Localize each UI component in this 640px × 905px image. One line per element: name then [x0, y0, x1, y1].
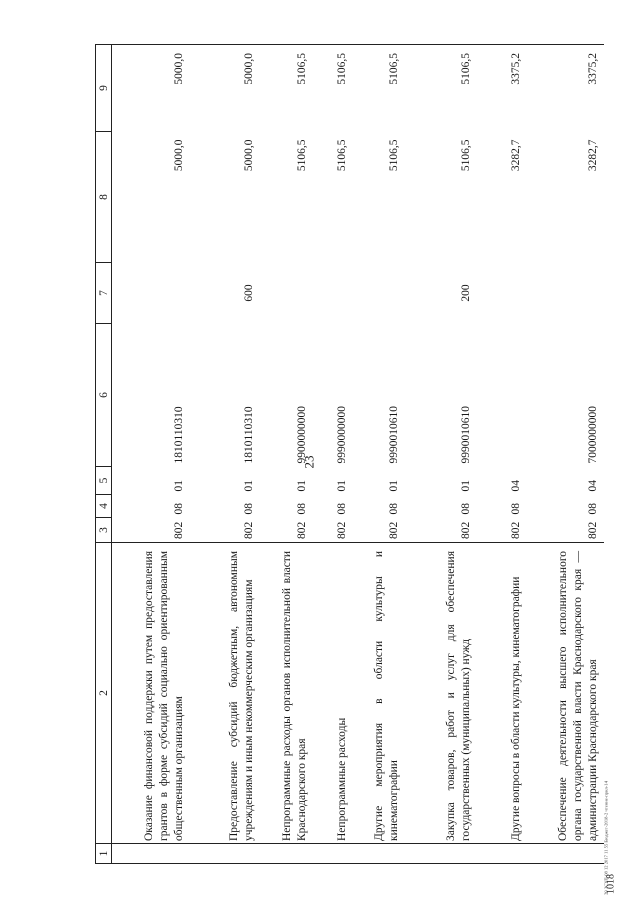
header-col-8: 8	[96, 132, 112, 263]
row-description: Предоставление субсидий бюджетным, автономным учреждениям и иным некоммерческим организациям	[190, 543, 260, 844]
table-row	[353, 45, 405, 864]
cell-col-3: 802	[509, 521, 522, 539]
cell-col-7: 200	[459, 284, 472, 302]
cell-col-8: 5106,5	[335, 139, 348, 172]
cell-col-4: 08	[387, 503, 400, 515]
page-number: 23	[301, 455, 317, 469]
table-row	[405, 45, 477, 864]
header-col-7: 7	[96, 263, 112, 324]
cell-col-9: 5000,0	[190, 45, 260, 132]
cell-col-6: 7000000000	[586, 406, 599, 464]
budget-table	[95, 44, 604, 864]
cell-col-7	[112, 263, 190, 324]
cell-col-9: 5106,5	[353, 45, 405, 132]
cell-col-7	[353, 263, 405, 324]
row-description: Непрограммные расходы органов исполнительной власти Краснодарского края	[260, 543, 313, 844]
cell-col-7	[260, 263, 313, 324]
cell-col-4: 08	[172, 503, 185, 515]
row-index-cell	[477, 844, 527, 864]
cell-col-7	[477, 263, 527, 324]
row-index-cell	[112, 844, 190, 864]
cell-col-4: 08	[586, 503, 599, 515]
header-row	[96, 45, 112, 864]
table-row	[260, 45, 313, 864]
cell-col-4: 08	[295, 503, 308, 515]
header-col-2: 2	[96, 543, 112, 844]
cell-col-6: 9900000000	[295, 406, 308, 464]
cell-col-7: 600	[242, 284, 255, 302]
row-description: Закупка товаров, работ и услуг для обеспечения государственных (муниципальных) нужд	[405, 543, 477, 844]
cell-col-6: 9990010610	[387, 406, 400, 464]
cell-col-6: 1810110310	[242, 406, 255, 464]
cell-col-3: 802	[459, 521, 472, 539]
header-col-5: 5	[96, 467, 112, 495]
table-row	[112, 45, 190, 864]
cell-col-8: 5000,0	[242, 139, 255, 172]
row-description: Другие вопросы в области культуры, кинематографии	[477, 543, 527, 844]
cell-col-6	[477, 324, 527, 467]
cell-col-3: 802	[335, 521, 348, 539]
row-index-cell	[313, 844, 353, 864]
cell-col-5: 01	[295, 480, 308, 492]
cell-col-3: 802	[586, 521, 599, 539]
cell-col-6: 1810110310	[172, 406, 185, 464]
cell-col-9: 5106,5	[405, 45, 477, 132]
table-row	[527, 45, 604, 864]
table-row	[477, 45, 527, 864]
cell-col-4: 08	[459, 503, 472, 515]
cell-col-3: 802	[242, 521, 255, 539]
cell-col-8: 5106,5	[387, 139, 400, 172]
cell-col-4: 08	[335, 503, 348, 515]
cell-col-9: 5000,0	[112, 45, 190, 132]
cell-col-5: 01	[387, 480, 400, 492]
table-row	[313, 45, 353, 864]
table-row	[190, 45, 260, 864]
cell-col-8: 3282,7	[586, 139, 599, 172]
cell-col-5: 01	[172, 480, 185, 492]
row-index-cell	[405, 844, 477, 864]
cell-col-8: 5106,5	[295, 139, 308, 172]
row-description: Обеспечение деятельности высшего исполнительного органа государственной власти Краснодарского края — администрации Краснодарского края	[527, 543, 604, 844]
cell-col-8: 3282,7	[509, 139, 522, 172]
cell-col-7	[527, 263, 604, 324]
cell-col-5: 01	[242, 480, 255, 492]
cell-col-9: 5106,5	[313, 45, 353, 132]
row-index-cell	[353, 844, 405, 864]
row-index-cell	[260, 844, 313, 864]
cell-col-8: 5106,5	[459, 139, 472, 172]
footer-document-code: 20 ЗСУП-08 12 2017 11 55 Бюджет-2018-2 чтение-прил-14	[603, 781, 609, 895]
cell-col-9: 5106,5	[260, 45, 313, 132]
row-index-cell	[527, 844, 604, 864]
page-stamp-number: 1018	[605, 874, 617, 894]
header-col-1: 1	[96, 844, 112, 864]
row-description: Непрограммные расходы	[313, 543, 353, 844]
row-description: Оказание финансовой поддержки путем предоставления грантов в форме субсидий социально ориентированным общественным организациям	[112, 543, 190, 844]
cell-col-4: 08	[242, 503, 255, 515]
cell-col-8: 5000,0	[172, 139, 185, 172]
cell-col-9: 3375,2	[477, 45, 527, 132]
header-col-6: 6	[96, 324, 112, 467]
header-col-9: 9	[96, 45, 112, 132]
cell-col-3: 802	[387, 521, 400, 539]
rotated-table-content	[95, 45, 602, 864]
cell-col-3: 802	[172, 521, 185, 539]
cell-col-4: 08	[509, 503, 522, 515]
row-index-cell	[190, 844, 260, 864]
cell-col-3: 802	[295, 521, 308, 539]
header-col-4: 4	[96, 495, 112, 518]
cell-col-9: 3375,2	[527, 45, 604, 132]
row-description: Другие мероприятия в области культуры и кинематографии	[353, 543, 405, 844]
cell-col-5: 04	[586, 480, 599, 492]
cell-col-6: 9990000000	[335, 406, 348, 464]
cell-col-5: 01	[459, 480, 472, 492]
cell-col-6: 9990010610	[459, 406, 472, 464]
cell-col-5: 01	[335, 480, 348, 492]
header-col-3: 3	[96, 518, 112, 543]
cell-col-7	[313, 263, 353, 324]
cell-col-5: 04	[509, 480, 522, 492]
